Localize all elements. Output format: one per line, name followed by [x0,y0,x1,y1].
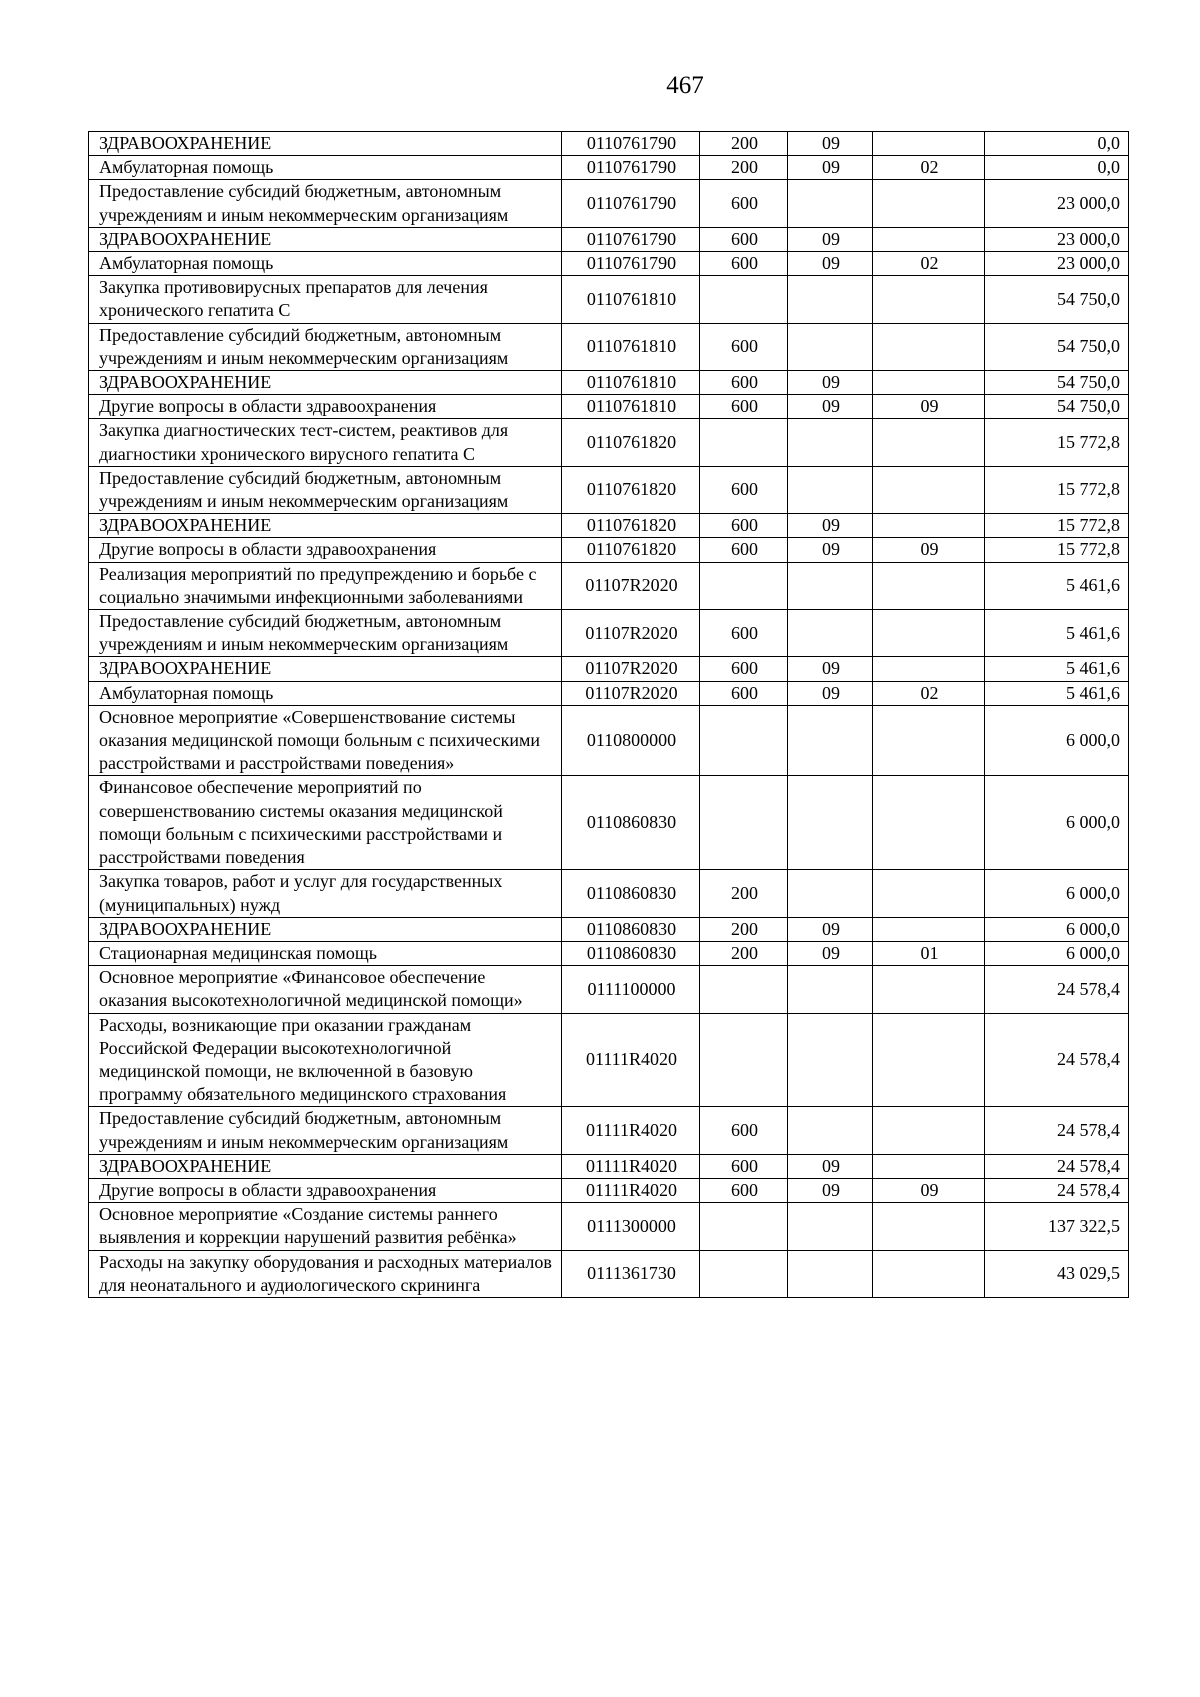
row-expense-type-cell [700,1013,788,1107]
row-amount-cell: 15 772,8 [985,514,1129,538]
row-subsection-cell [873,705,985,776]
row-name-cell: Другие вопросы в области здравоохранения [89,538,562,562]
row-section-cell: 09 [788,156,873,180]
row-expense-type-cell: 200 [700,156,788,180]
row-subsection-cell: 09 [873,395,985,419]
row-section-cell: 09 [788,371,873,395]
row-code-cell: 0110860830 [562,941,700,965]
row-subsection-cell [873,323,985,370]
row-amount-cell: 54 750,0 [985,371,1129,395]
table-row [89,941,1129,965]
table-row [89,371,1129,395]
row-amount-cell: 5 461,6 [985,610,1129,657]
row-code-cell: 0110761810 [562,395,700,419]
row-code-cell: 0110761820 [562,538,700,562]
row-code-cell: 0110761810 [562,323,700,370]
row-name-cell: Предоставление субсидий бюджетным, автономным учреждениям и иным некоммерческим организациям [89,466,562,513]
row-expense-type-cell: 600 [700,395,788,419]
table-row [89,466,1129,513]
table-row [89,514,1129,538]
row-amount-cell: 23 000,0 [985,252,1129,276]
row-expense-type-cell [700,1203,788,1250]
row-expense-type-cell [700,705,788,776]
row-name-cell: Другие вопросы в области здравоохранения [89,1178,562,1202]
table-row [89,917,1129,941]
row-code-cell: 01111R4020 [562,1013,700,1107]
row-expense-type-cell: 600 [700,227,788,251]
row-expense-type-cell: 600 [700,538,788,562]
row-section-cell: 09 [788,395,873,419]
row-subsection-cell [873,870,985,917]
row-expense-type-cell [700,419,788,466]
row-section-cell [788,705,873,776]
row-subsection-cell [873,562,985,609]
row-code-cell: 0110761790 [562,132,700,156]
row-code-cell: 0111361730 [562,1250,700,1297]
row-section-cell: 09 [788,538,873,562]
row-name-cell: Закупка противовирусных препаратов для лечения хронического гепатита С [89,276,562,323]
row-subsection-cell [873,917,985,941]
row-subsection-cell [873,371,985,395]
row-subsection-cell [873,276,985,323]
table-row [89,870,1129,917]
table-row [89,776,1129,870]
row-name-cell: ЗДРАВООХРАНЕНИЕ [89,227,562,251]
row-section-cell: 09 [788,227,873,251]
row-expense-type-cell: 600 [700,681,788,705]
row-code-cell: 01107R2020 [562,657,700,681]
row-amount-cell: 54 750,0 [985,323,1129,370]
row-name-cell: Предоставление субсидий бюджетным, автономным учреждениям и иным некоммерческим организациям [89,323,562,370]
row-amount-cell: 0,0 [985,132,1129,156]
row-section-cell [788,610,873,657]
row-amount-cell: 5 461,6 [985,562,1129,609]
row-expense-type-cell: 600 [700,514,788,538]
row-code-cell: 0110761790 [562,227,700,251]
row-expense-type-cell [700,276,788,323]
row-section-cell: 09 [788,917,873,941]
row-expense-type-cell [700,562,788,609]
row-section-cell [788,466,873,513]
table-row [89,1107,1129,1154]
table-row [89,323,1129,370]
row-subsection-cell [873,419,985,466]
row-subsection-cell [873,227,985,251]
row-expense-type-cell [700,776,788,870]
table-row [89,156,1129,180]
row-subsection-cell: 09 [873,538,985,562]
table-row [89,1178,1129,1202]
row-section-cell [788,1013,873,1107]
row-name-cell: Предоставление субсидий бюджетным, автономным учреждениям и иным некоммерческим организациям [89,1107,562,1154]
row-expense-type-cell: 200 [700,132,788,156]
row-amount-cell: 54 750,0 [985,395,1129,419]
row-amount-cell: 137 322,5 [985,1203,1129,1250]
row-code-cell: 0110800000 [562,705,700,776]
row-section-cell [788,1107,873,1154]
row-name-cell: ЗДРАВООХРАНЕНИЕ [89,917,562,941]
row-subsection-cell [873,1107,985,1154]
row-name-cell: Другие вопросы в области здравоохранения [89,395,562,419]
table-row [89,966,1129,1013]
table-row [89,538,1129,562]
row-section-cell [788,1250,873,1297]
row-code-cell: 0111100000 [562,966,700,1013]
row-amount-cell: 24 578,4 [985,1107,1129,1154]
row-name-cell: Финансовое обеспечение мероприятий по совершенствованию системы оказания медицинской помощи больным с психическими расстройствами и расстройствами поведения [89,776,562,870]
row-name-cell: ЗДРАВООХРАНЕНИЕ [89,371,562,395]
row-subsection-cell: 02 [873,156,985,180]
row-code-cell: 0110860830 [562,870,700,917]
row-subsection-cell [873,1154,985,1178]
table-row [89,681,1129,705]
table-row [89,705,1129,776]
row-code-cell: 01107R2020 [562,562,700,609]
row-name-cell: Расходы, возникающие при оказании гражданам Российской Федерации высокотехнологичной медицинской помощи, не включенной в базовую программу обязательного медицинского страхования [89,1013,562,1107]
row-code-cell: 0110761820 [562,419,700,466]
row-name-cell: ЗДРАВООХРАНЕНИЕ [89,657,562,681]
row-subsection-cell: 02 [873,252,985,276]
row-expense-type-cell: 600 [700,466,788,513]
row-name-cell: Реализация мероприятий по предупреждению и борьбе с социально значимыми инфекционными заболеваниями [89,562,562,609]
row-subsection-cell [873,466,985,513]
row-section-cell [788,966,873,1013]
row-subsection-cell: 09 [873,1178,985,1202]
row-section-cell: 09 [788,681,873,705]
row-subsection-cell: 02 [873,681,985,705]
row-code-cell: 01111R4020 [562,1154,700,1178]
row-amount-cell: 23 000,0 [985,227,1129,251]
row-section-cell [788,180,873,227]
row-subsection-cell [873,1013,985,1107]
row-subsection-cell [873,1250,985,1297]
row-section-cell: 09 [788,941,873,965]
row-name-cell: Амбулаторная помощь [89,252,562,276]
table-row [89,252,1129,276]
row-name-cell: ЗДРАВООХРАНЕНИЕ [89,132,562,156]
row-subsection-cell [873,610,985,657]
row-expense-type-cell: 600 [700,1178,788,1202]
row-code-cell: 0111300000 [562,1203,700,1250]
row-subsection-cell [873,1203,985,1250]
row-subsection-cell [873,657,985,681]
row-amount-cell: 6 000,0 [985,941,1129,965]
row-name-cell: Закупка диагностических тест-систем, реактивов для диагностики хронического вирусного гепатита С [89,419,562,466]
row-name-cell: ЗДРАВООХРАНЕНИЕ [89,514,562,538]
row-amount-cell: 6 000,0 [985,870,1129,917]
table-row [89,1203,1129,1250]
row-expense-type-cell: 600 [700,323,788,370]
row-code-cell: 0110761810 [562,276,700,323]
row-expense-type-cell: 200 [700,941,788,965]
row-subsection-cell [873,514,985,538]
table-row [89,1154,1129,1178]
row-name-cell: Основное мероприятие «Создание системы раннего выявления и коррекции нарушений развития ребёнка» [89,1203,562,1250]
row-name-cell: Расходы на закупку оборудования и расходных материалов для неонатального и аудиологического скрининга [89,1250,562,1297]
row-amount-cell: 23 000,0 [985,180,1129,227]
row-name-cell: Амбулаторная помощь [89,156,562,180]
table-row [89,227,1129,251]
table-row [89,419,1129,466]
row-code-cell: 0110761810 [562,371,700,395]
row-section-cell: 09 [788,252,873,276]
row-amount-cell: 5 461,6 [985,681,1129,705]
row-subsection-cell [873,132,985,156]
budget-table [88,131,1129,1298]
budget-table-body [89,132,1129,1298]
row-amount-cell: 15 772,8 [985,419,1129,466]
row-expense-type-cell: 600 [700,610,788,657]
row-amount-cell: 24 578,4 [985,966,1129,1013]
row-code-cell: 01107R2020 [562,610,700,657]
row-code-cell: 0110860830 [562,917,700,941]
row-amount-cell: 24 578,4 [985,1154,1129,1178]
row-name-cell: ЗДРАВООХРАНЕНИЕ [89,1154,562,1178]
row-amount-cell: 6 000,0 [985,776,1129,870]
row-name-cell: Амбулаторная помощь [89,681,562,705]
row-section-cell: 09 [788,1178,873,1202]
row-expense-type-cell: 200 [700,917,788,941]
row-amount-cell: 0,0 [985,156,1129,180]
row-subsection-cell [873,966,985,1013]
row-expense-type-cell: 600 [700,252,788,276]
table-row [89,395,1129,419]
table-row [89,132,1129,156]
row-section-cell [788,419,873,466]
row-code-cell: 0110761820 [562,514,700,538]
row-section-cell: 09 [788,657,873,681]
row-name-cell: Закупка товаров, работ и услуг для государственных (муниципальных) нужд [89,870,562,917]
page-number: 467 [666,72,704,99]
row-expense-type-cell [700,1250,788,1297]
row-expense-type-cell: 200 [700,870,788,917]
row-section-cell: 09 [788,514,873,538]
table-row [89,180,1129,227]
row-section-cell [788,323,873,370]
row-code-cell: 01111R4020 [562,1178,700,1202]
row-name-cell: Основное мероприятие «Финансовое обеспечение оказания высокотехнологичной медицинской помощи» [89,966,562,1013]
row-amount-cell: 15 772,8 [985,538,1129,562]
table-row [89,657,1129,681]
row-amount-cell: 54 750,0 [985,276,1129,323]
row-code-cell: 0110761790 [562,156,700,180]
row-subsection-cell: 01 [873,941,985,965]
row-name-cell: Предоставление субсидий бюджетным, автономным учреждениям и иным некоммерческим организациям [89,180,562,227]
row-subsection-cell [873,776,985,870]
row-code-cell: 0110761790 [562,180,700,227]
table-row [89,276,1129,323]
row-expense-type-cell [700,966,788,1013]
row-code-cell: 0110761820 [562,466,700,513]
row-amount-cell: 43 029,5 [985,1250,1129,1297]
row-expense-type-cell: 600 [700,371,788,395]
row-amount-cell: 5 461,6 [985,657,1129,681]
table-row [89,1013,1129,1107]
row-amount-cell: 6 000,0 [985,705,1129,776]
row-section-cell [788,276,873,323]
row-amount-cell: 15 772,8 [985,466,1129,513]
table-row [89,1250,1129,1297]
row-expense-type-cell: 600 [700,1154,788,1178]
row-amount-cell: 24 578,4 [985,1013,1129,1107]
row-code-cell: 0110860830 [562,776,700,870]
row-code-cell: 01107R2020 [562,681,700,705]
row-expense-type-cell: 600 [700,1107,788,1154]
table-row [89,610,1129,657]
row-name-cell: Основное мероприятие «Совершенствование системы оказания медицинской помощи больным с психическими расстройствами и расстройствами поведения» [89,705,562,776]
row-expense-type-cell: 600 [700,657,788,681]
row-name-cell: Стационарная медицинская помощь [89,941,562,965]
row-section-cell [788,562,873,609]
row-amount-cell: 6 000,0 [985,917,1129,941]
row-amount-cell: 24 578,4 [985,1178,1129,1202]
row-subsection-cell [873,180,985,227]
row-code-cell: 0110761790 [562,252,700,276]
row-section-cell [788,1203,873,1250]
row-name-cell: Предоставление субсидий бюджетным, автономным учреждениям и иным некоммерческим организациям [89,610,562,657]
row-section-cell: 09 [788,132,873,156]
table-row [89,562,1129,609]
row-expense-type-cell: 600 [700,180,788,227]
row-section-cell: 09 [788,1154,873,1178]
row-code-cell: 01111R4020 [562,1107,700,1154]
row-section-cell [788,776,873,870]
row-section-cell [788,870,873,917]
